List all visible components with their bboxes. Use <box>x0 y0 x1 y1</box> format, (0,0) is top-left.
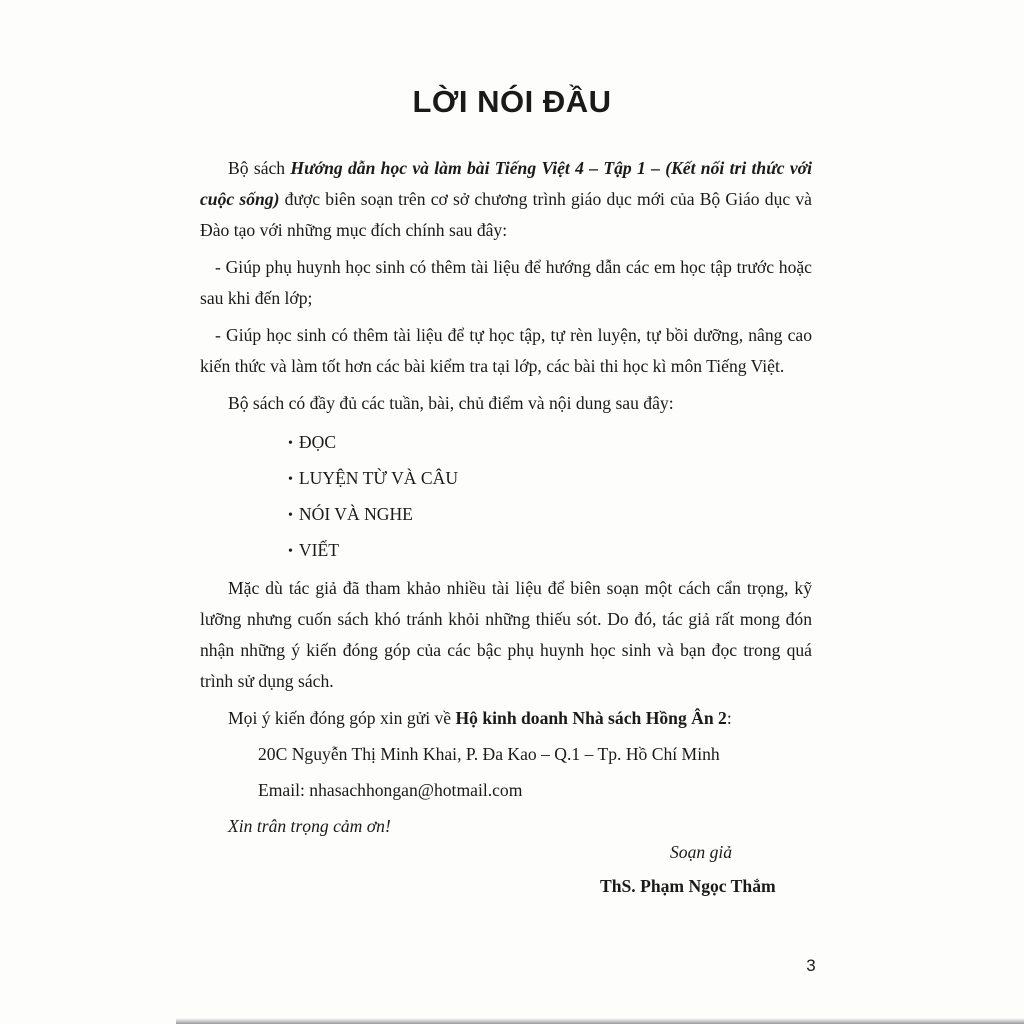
email-line: Email: nhasachhongan@hotmail.com <box>258 780 523 800</box>
intro-paragraph <box>200 153 812 246</box>
bullet-icon: • <box>288 436 293 451</box>
list-item: • ĐỌC <box>288 432 337 452</box>
purpose-paragraph: - Giúp phụ huynh học sinh có thêm tài liệu để hướng dẫn các em học tập trước hoặc sau khi đến lớp; <box>200 257 812 308</box>
author-role: Soạn giả <box>670 842 733 862</box>
list-item: • NÓI VÀ NGHE <box>288 504 413 524</box>
contents-list <box>200 425 812 569</box>
feedback-recipient: Hộ kinh doanh Nhà sách Hồng Ân 2 <box>455 708 727 728</box>
address-line: 20C Nguyễn Thị Minh Khai, P. Đa Kao – Q.1 – Tp. Hồ Chí Minh <box>258 744 720 764</box>
page-number: 3 <box>806 956 816 975</box>
intro-prefix: Bộ sách <box>228 158 291 178</box>
feedback-suffix: : <box>726 708 732 728</box>
closing-line: Xin trân trọng cảm ơn! <box>228 816 391 836</box>
list-item: • VIẾT <box>288 540 339 560</box>
signature-block <box>600 838 820 900</box>
list-item: • LUYỆN TỪ VÀ CÂU <box>288 468 459 488</box>
bullet-icon: • <box>288 472 293 487</box>
feedback-line <box>200 703 812 734</box>
feedback-prefix: Mọi ý kiến đóng góp xin gửi về <box>228 708 456 728</box>
contents-intro: Bộ sách có đầy đủ các tuần, bài, chủ điểm và nội dung sau đây: <box>228 393 674 413</box>
disclaimer-paragraph: Mặc dù tác giả đã tham khảo nhiều tài liệu để biên soạn một cách cẩn trọng, kỹ lưỡng nhưng cuốn sách khó tránh khỏi những thiếu sót. Do đó, tác giả rất mong đón nhận những ý kiến đóng góp của các bậc phụ huynh học sinh và bạn đọc trong quá trình sử dụng sách. <box>200 578 812 691</box>
bullet-icon: • <box>288 544 293 559</box>
bullet-icon: • <box>288 508 293 523</box>
author-name: ThS. Phạm Ngọc Thắm <box>600 876 776 896</box>
purpose-paragraph: - Giúp học sinh có thêm tài liệu để tự học tập, tự rèn luyện, tự bồi dưỡng, nâng cao kiến thức và làm tốt hơn các bài kiểm tra tại lớp, các bài thi học kì môn Tiếng Việt. <box>200 325 812 376</box>
page-title: LỜI NÓI ĐẦU <box>412 84 612 119</box>
page-edge <box>176 1018 1024 1024</box>
preface-body <box>200 153 812 842</box>
book-title: Hướng dẫn học và làm bài Tiếng Việt 4 – Tập 1 – (Kết nối tri thức với cuộc sống) <box>200 158 812 209</box>
intro-suffix: được biên soạn trên cơ sở chương trình giáo dục mới của Bộ Giáo dục và Đào tạo với những mục đích chính sau đây: <box>200 189 812 240</box>
